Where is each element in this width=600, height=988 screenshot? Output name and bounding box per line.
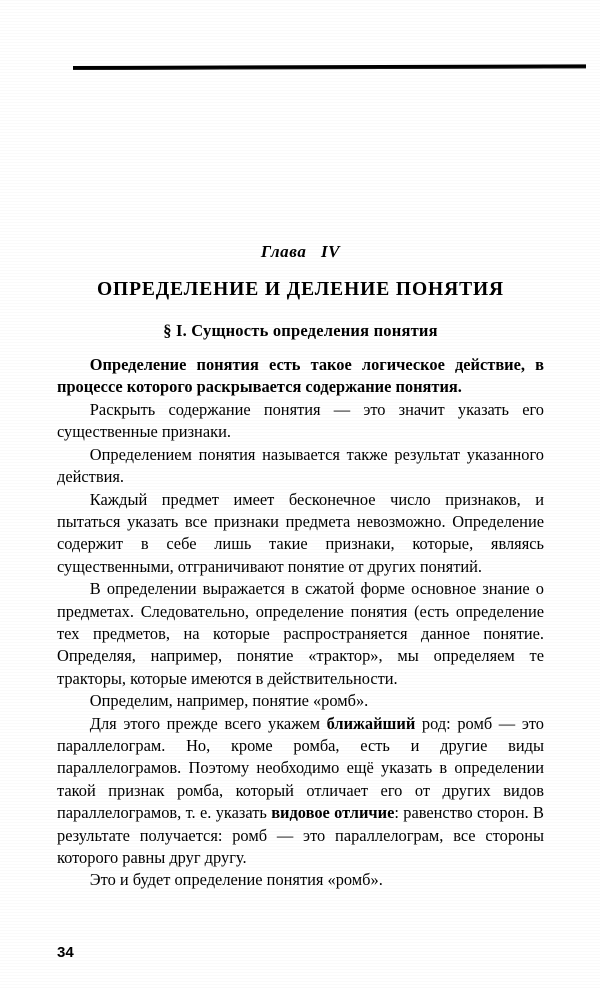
text-run: Раскрыть содержание понятия — это значит указать его существенные признаки. <box>57 399 544 442</box>
paragraph-5 <box>57 578 544 690</box>
paragraph-6 <box>57 690 544 712</box>
text-run: Каждый предмет имеет бесконечное число признаков, и пытаться указать все признаки предмета невозможно. Определение содержит в себе лишь такие признаки, которые, являясь существенными, отграничивают понятие от других понятий. <box>57 489 544 576</box>
text-run: Определением понятия называется также результат указанного действия. <box>57 444 544 487</box>
emphasis-run: Определение понятия есть такое логическое действие, в <box>89 355 544 375</box>
chapter-label-number: IV <box>320 242 341 261</box>
text-run: Для этого прежде всего укажем <box>89 713 327 733</box>
paragraph-4 <box>57 489 544 579</box>
chapter-title: ОПРЕДЕЛЕНИЕ И ДЕЛЕНИЕ ПОНЯТИЯ <box>96 278 505 300</box>
paragraph-3 <box>57 444 544 489</box>
top-horizontal-rule <box>73 64 586 70</box>
paragraph-1 <box>57 354 544 399</box>
section-title: § I. Сущность определения понятия <box>163 321 438 341</box>
chapter-label-spacer <box>306 242 321 261</box>
text-run: Определим, например, понятие «ромб». <box>89 691 369 711</box>
paragraph-8 <box>57 869 544 891</box>
chapter-label <box>57 243 544 262</box>
emphasis-run: видовое отличие <box>271 803 395 823</box>
text-run: род: ромб — это параллелограм. Но, кроме ромба, есть и другие виды параллелограмов. Поэтому необходимо ещё указать в определении такой признак ромба, который отличает его от других видов параллелограмов, т. е. указать <box>57 713 544 823</box>
text-run: : равенство сторон. В результате получается: ромб — это параллелограм, все стороны которого равны друг другу. <box>57 803 544 868</box>
emphasis-run: ближайший <box>326 713 416 733</box>
emphasis-run: процессе которого раскрывается содержание понятия. <box>57 377 462 397</box>
paragraph-7 <box>57 713 544 870</box>
page-number: 34 <box>57 944 74 961</box>
text-run: Это и будет определение понятия «ромб». <box>89 870 383 890</box>
chapter-label-word: Глава <box>260 242 307 261</box>
paragraph-2 <box>57 399 544 444</box>
text-column <box>57 243 544 892</box>
text-run: В определении выражается в сжатой форме основное знание о предметах. Следовательно, определение понятия (есть определение тех предметов, на которые распространяется данное понятие. Определяя, например, понятие «трактор», мы определяем те тракторы, которые имеются в действительности. <box>57 579 544 688</box>
